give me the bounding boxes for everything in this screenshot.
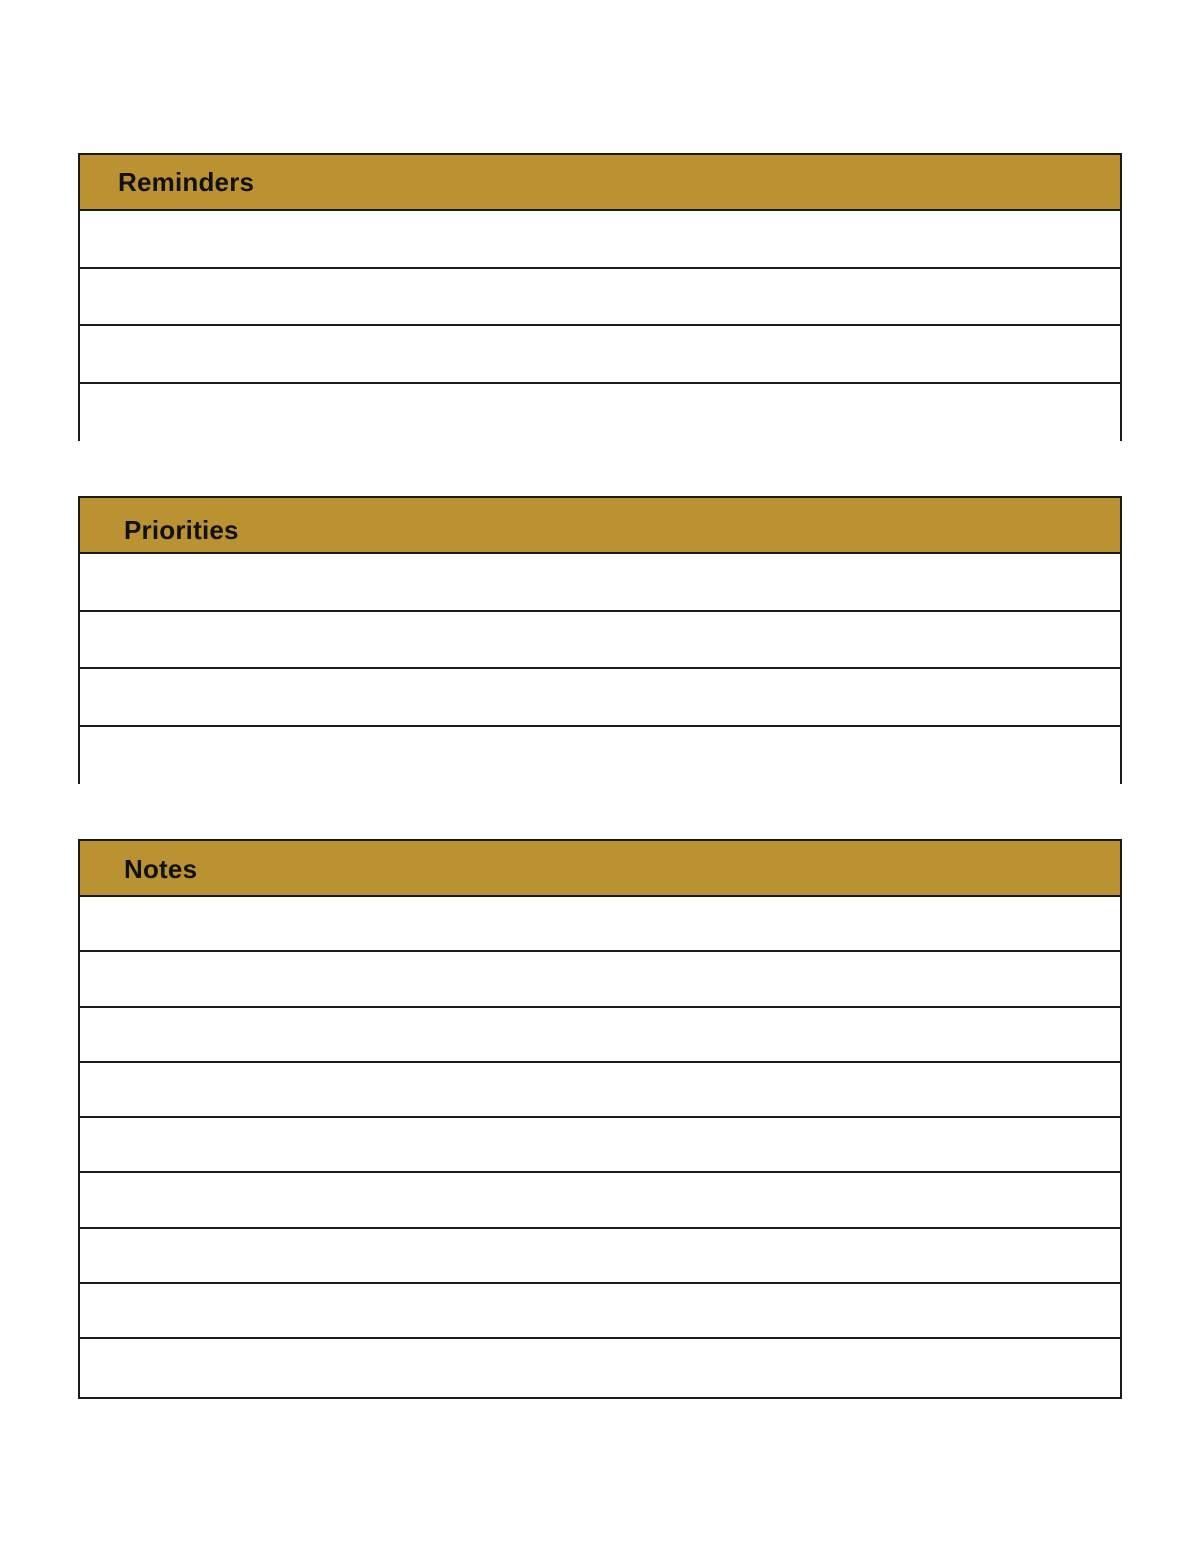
notes-line[interactable] [80, 1008, 1120, 1063]
priorities-line[interactable] [80, 554, 1120, 612]
notes-rows [80, 897, 1120, 1395]
notes-line[interactable] [80, 1339, 1120, 1394]
notes-line[interactable] [80, 1063, 1120, 1118]
reminders-header [80, 155, 1120, 211]
notes-line[interactable] [80, 952, 1120, 1007]
reminders-rows [80, 211, 1120, 441]
reminders-line[interactable] [80, 384, 1120, 442]
notes-line[interactable] [80, 1118, 1120, 1173]
priorities-rows [80, 554, 1120, 784]
notes-title: Notes [124, 853, 198, 884]
reminders-line[interactable] [80, 326, 1120, 384]
notes-line[interactable] [80, 1229, 1120, 1284]
notes-section [78, 839, 1122, 1399]
priorities-line[interactable] [80, 669, 1120, 727]
notes-header [80, 841, 1120, 897]
priorities-section [78, 496, 1122, 784]
reminders-title: Reminders [118, 166, 255, 197]
priorities-line[interactable] [80, 727, 1120, 785]
reminders-section [78, 153, 1122, 441]
reminders-line[interactable] [80, 211, 1120, 269]
notes-line[interactable] [80, 1284, 1120, 1339]
notes-line[interactable] [80, 897, 1120, 952]
notes-line[interactable] [80, 1173, 1120, 1228]
priorities-header [80, 498, 1120, 554]
priorities-line[interactable] [80, 612, 1120, 670]
reminders-line[interactable] [80, 269, 1120, 327]
priorities-title: Priorities [124, 515, 239, 545]
